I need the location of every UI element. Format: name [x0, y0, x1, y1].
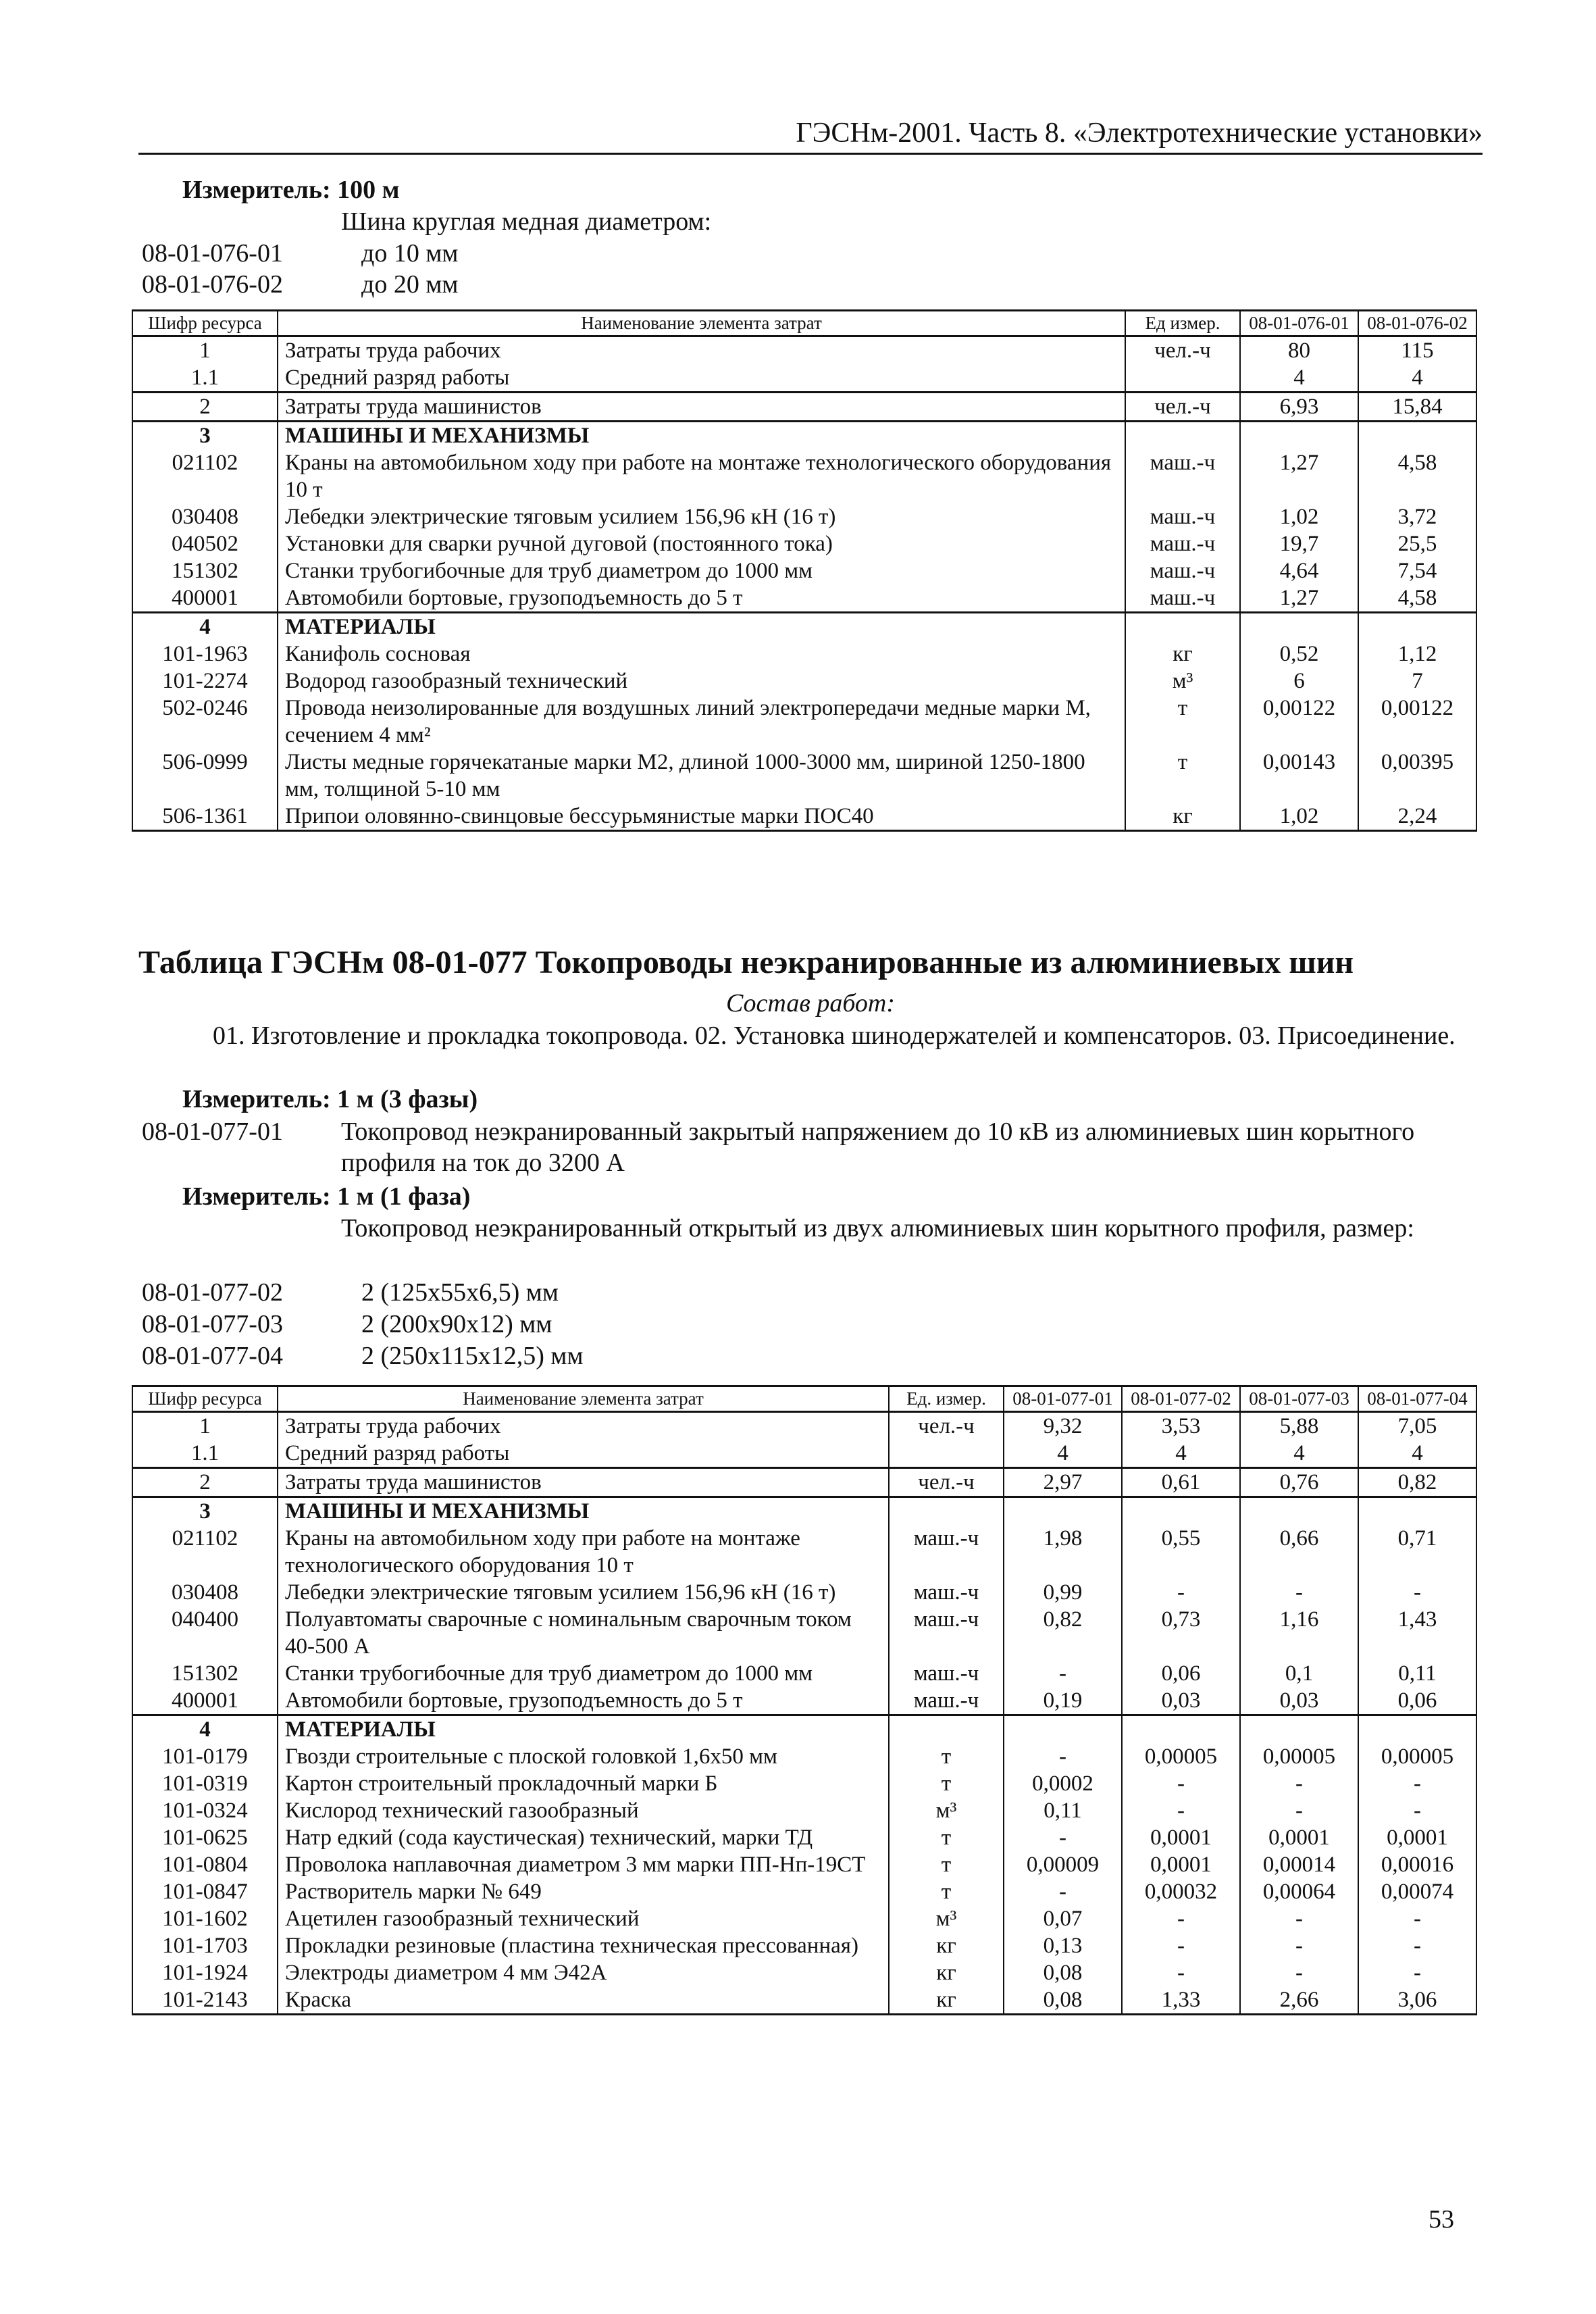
cell-value: 0,00122 [1358, 695, 1476, 749]
table-header-row [132, 311, 1476, 336]
cell-unit: м³ [889, 1905, 1004, 1932]
cell-value: 1,33 [1122, 1986, 1240, 2015]
cell-value [1122, 1715, 1240, 1744]
cell-unit: чел.-ч [889, 1468, 1004, 1497]
cell-unit: т [889, 1743, 1004, 1770]
cell-unit: кг [889, 1959, 1004, 1986]
cell-value: 0,00395 [1358, 749, 1476, 803]
table-row [132, 1770, 1476, 1797]
table-row [132, 1932, 1476, 1959]
cell-name: МАТЕРИАЛЫ [278, 613, 1125, 641]
cell-value [1358, 613, 1476, 641]
cell-value: 80 [1240, 336, 1358, 365]
table-row [132, 1824, 1476, 1851]
cell-value: 4 [1004, 1440, 1122, 1468]
cell-name: Станки трубогибочные для труб диаметром до 1000 мм [278, 1660, 889, 1687]
cell-code: 101-1963 [132, 640, 278, 668]
measure-label: Измеритель: 100 м [182, 176, 400, 204]
cell-code: 3 [132, 422, 278, 450]
cell-name: Проволока наплавочная диаметром 3 мм марки ПП-Нп-19СТ [278, 1851, 889, 1878]
cell-code: 030408 [132, 1579, 278, 1606]
cell-unit: кг [1125, 640, 1240, 668]
cell-unit: маш.-ч [889, 1606, 1004, 1660]
cell-value: 0,00005 [1240, 1743, 1358, 1770]
table-row [132, 557, 1476, 584]
cell-value: 19,7 [1240, 530, 1358, 557]
cell-name: Электроды диаметром 4 мм Э42А [278, 1959, 889, 1986]
cell-unit: маш.-ч [1125, 557, 1240, 584]
cell-value [1358, 422, 1476, 450]
cell-value: 1,98 [1004, 1525, 1122, 1579]
cell-unit: маш.-ч [889, 1660, 1004, 1687]
table-row [132, 1412, 1476, 1440]
group-title: Шина круглая медная диаметром: [341, 207, 712, 236]
cell-value: 0,00143 [1240, 749, 1358, 803]
header-col: 08-01-076-01 [1240, 311, 1358, 336]
cell-value: 5,88 [1240, 1412, 1358, 1440]
cell-code: 400001 [132, 1687, 278, 1715]
cell-value [1240, 613, 1358, 641]
cell-code: 151302 [132, 1660, 278, 1687]
table-row [132, 364, 1476, 393]
cell-value: 0,06 [1358, 1687, 1476, 1715]
table-row [132, 1440, 1476, 1468]
cell-unit [1125, 613, 1240, 641]
cell-code: 101-0179 [132, 1743, 278, 1770]
header-unit: Ед измер. [1125, 311, 1240, 336]
cell-value: - [1122, 1959, 1240, 1986]
cell-name: Автомобили бортовые, грузоподъемность до 5 т [278, 1687, 889, 1715]
cell-value: 4 [1358, 1440, 1476, 1468]
resource-table-077 [132, 1385, 1477, 2015]
cell-name: Станки трубогибочные для труб диаметром до 1000 мм [278, 557, 1125, 584]
cell-unit: кг [889, 1932, 1004, 1959]
item-code: 08-01-077-03 [142, 1310, 283, 1338]
table-row [132, 449, 1476, 503]
cell-name: Листы медные горячекатаные марки М2, длиной 1000-3000 мм, шириной 1250-1800 мм, толщиной 5-10 мм [278, 749, 1125, 803]
cell-name: Краны на автомобильном ходу при работе на монтаже технологического оборудования 10 т [278, 449, 1125, 503]
cell-name: Канифоль сосновая [278, 640, 1125, 668]
cell-unit: кг [889, 1986, 1004, 2015]
cell-value: 0,00074 [1358, 1878, 1476, 1905]
table-row [132, 336, 1476, 365]
group-title: Токопровод неэкранированный открытый из двух алюминиевых шин корытного профиля, размер: [341, 1214, 1414, 1242]
item-code: 08-01-077-01 [142, 1117, 283, 1146]
cell-value: 0,19 [1004, 1687, 1122, 1715]
cell-unit: маш.-ч [889, 1579, 1004, 1606]
cell-value: 0,71 [1358, 1525, 1476, 1579]
cell-value: 1,43 [1358, 1606, 1476, 1660]
cell-value: - [1358, 1905, 1476, 1932]
table-row [132, 1579, 1476, 1606]
cell-value: 9,32 [1004, 1412, 1122, 1440]
cell-value: - [1004, 1660, 1122, 1687]
cell-value: 1,27 [1240, 584, 1358, 613]
cell-name: Картон строительный прокладочный марки Б [278, 1770, 889, 1797]
cell-unit: маш.-ч [889, 1687, 1004, 1715]
cell-value: - [1004, 1878, 1122, 1905]
cell-value: 1,16 [1240, 1606, 1358, 1660]
cell-value: 4 [1358, 364, 1476, 393]
cell-code: 101-2143 [132, 1986, 278, 2015]
cell-value: - [1240, 1959, 1358, 1986]
header-col: 08-01-077-01 [1004, 1386, 1122, 1412]
cell-value: 0,00064 [1240, 1878, 1358, 1905]
table-body [132, 336, 1476, 831]
cell-code: 101-1924 [132, 1959, 278, 1986]
cell-name: Водород газообразный технический [278, 668, 1125, 695]
cell-value: 4 [1240, 1440, 1358, 1468]
item-text: до 10 мм [361, 239, 459, 268]
cell-value: 0,1 [1240, 1660, 1358, 1687]
cell-value: 0,13 [1004, 1932, 1122, 1959]
table-row [132, 1959, 1476, 1986]
table-row [132, 1497, 1476, 1526]
cell-value: 7 [1358, 668, 1476, 695]
table-row [132, 668, 1476, 695]
table-row [132, 640, 1476, 668]
cell-value: 15,84 [1358, 393, 1476, 422]
cell-code: 1.1 [132, 1440, 278, 1468]
table-row [132, 1660, 1476, 1687]
table-row [132, 695, 1476, 749]
cell-name: Автомобили бортовые, грузоподъемность до 5 т [278, 584, 1125, 613]
cell-value: 0,06 [1122, 1660, 1240, 1687]
cell-value: 0,00032 [1122, 1878, 1240, 1905]
cell-value: 4 [1240, 364, 1358, 393]
cell-code: 1.1 [132, 364, 278, 393]
cell-name: Полуавтоматы сварочные с номинальным сварочным током 40-500 А [278, 1606, 889, 1660]
cell-value: 0,00005 [1122, 1743, 1240, 1770]
cell-code: 101-0847 [132, 1878, 278, 1905]
cell-value: - [1122, 1770, 1240, 1797]
cell-code: 3 [132, 1497, 278, 1526]
cell-value: - [1358, 1579, 1476, 1606]
cell-value [1240, 1497, 1358, 1526]
cell-code: 502-0246 [132, 695, 278, 749]
cell-name: Лебедки электрические тяговым усилием 156,96 кН (16 т) [278, 503, 1125, 530]
cell-value: 0,0001 [1240, 1824, 1358, 1851]
cell-value: 0,08 [1004, 1986, 1122, 2015]
cell-code: 101-2274 [132, 668, 278, 695]
cell-value: - [1358, 1797, 1476, 1824]
table-row [132, 393, 1476, 422]
table-row [132, 803, 1476, 831]
running-header: ГЭСНм-2001. Часть 8. «Электротехнические установки» [138, 116, 1483, 155]
cell-unit: т [889, 1770, 1004, 1797]
cell-unit: чел.-ч [1125, 393, 1240, 422]
cell-name: Средний разряд работы [278, 1440, 889, 1468]
cell-value: 4 [1122, 1440, 1240, 1468]
cell-unit: маш.-ч [889, 1525, 1004, 1579]
cell-value: 3,72 [1358, 503, 1476, 530]
item-text: 2 (250х115х12,5) мм [361, 1342, 584, 1370]
cell-value [1240, 1715, 1358, 1744]
table-row [132, 1525, 1476, 1579]
measure-label: Измеритель: 1 м (3 фазы) [182, 1085, 478, 1113]
cell-value: 4,58 [1358, 449, 1476, 503]
cell-value: - [1240, 1905, 1358, 1932]
cell-value: 0,07 [1004, 1905, 1122, 1932]
cell-unit: маш.-ч [1125, 530, 1240, 557]
cell-code: 2 [132, 393, 278, 422]
cell-unit: маш.-ч [1125, 503, 1240, 530]
cell-value: 0,00016 [1358, 1851, 1476, 1878]
cell-value: - [1358, 1959, 1476, 1986]
cell-value: - [1122, 1932, 1240, 1959]
item-code: 08-01-077-04 [142, 1342, 283, 1370]
cell-code: 151302 [132, 557, 278, 584]
cell-value: 0,00122 [1240, 695, 1358, 749]
cell-value: - [1122, 1797, 1240, 1824]
cell-name: Кислород технический газообразный [278, 1797, 889, 1824]
header-col: 08-01-077-04 [1358, 1386, 1476, 1412]
cell-code: 101-0324 [132, 1797, 278, 1824]
cell-value: - [1122, 1905, 1240, 1932]
cell-code: 506-0999 [132, 749, 278, 803]
cell-value: 2,24 [1358, 803, 1476, 831]
cell-code: 101-1602 [132, 1905, 278, 1932]
cell-name: МАТЕРИАЛЫ [278, 1715, 889, 1744]
cell-name: Затраты труда рабочих [278, 336, 1125, 365]
resource-table-076 [132, 309, 1477, 832]
cell-unit [889, 1440, 1004, 1468]
cell-name: Прокладки резиновые (пластина техническая прессованная) [278, 1932, 889, 1959]
cell-code: 1 [132, 336, 278, 365]
cell-code: 4 [132, 1715, 278, 1744]
cell-value: 6,93 [1240, 393, 1358, 422]
header-name: Наименование элемента затрат [278, 311, 1125, 336]
cell-value: 6 [1240, 668, 1358, 695]
item-text: 2 (125х55х6,5) мм [361, 1278, 559, 1307]
header-col: 08-01-077-03 [1240, 1386, 1358, 1412]
cell-value: 0,55 [1122, 1525, 1240, 1579]
header-name: Наименование элемента затрат [278, 1386, 889, 1412]
cell-value: 0,52 [1240, 640, 1358, 668]
table-row [132, 1743, 1476, 1770]
cell-value: - [1240, 1932, 1358, 1959]
table-row [132, 503, 1476, 530]
cell-unit: маш.-ч [1125, 449, 1240, 503]
table-row [132, 530, 1476, 557]
cell-unit [889, 1497, 1004, 1526]
cell-name: Гвозди строительные с плоской головкой 1,6х50 мм [278, 1743, 889, 1770]
cell-value: 0,99 [1004, 1579, 1122, 1606]
cell-value: - [1122, 1579, 1240, 1606]
header-code: Шифр ресурса [132, 311, 278, 336]
cell-value: 1,27 [1240, 449, 1358, 503]
cell-value: 7,05 [1358, 1412, 1476, 1440]
item-code: 08-01-076-01 [142, 239, 283, 268]
cell-code: 040400 [132, 1606, 278, 1660]
cell-code: 506-1361 [132, 803, 278, 831]
cell-value: 0,11 [1004, 1797, 1122, 1824]
table-row [132, 1687, 1476, 1715]
cell-code: 2 [132, 1468, 278, 1497]
cell-value: 0,11 [1358, 1660, 1476, 1687]
item-code: 08-01-077-02 [142, 1278, 283, 1307]
table-row [132, 749, 1476, 803]
table-row [132, 613, 1476, 641]
measure-label: Измеритель: 1 м (1 фаза) [182, 1182, 471, 1211]
table-row [132, 1606, 1476, 1660]
cell-unit: т [1125, 749, 1240, 803]
page-number: 53 [1428, 2205, 1454, 2234]
cell-value: 0,82 [1004, 1606, 1122, 1660]
cell-value: 0,61 [1122, 1468, 1240, 1497]
cell-value: 2,97 [1004, 1468, 1122, 1497]
cell-value: 0,82 [1358, 1468, 1476, 1497]
cell-name: Краска [278, 1986, 889, 2015]
cell-unit: м³ [889, 1797, 1004, 1824]
cell-code: 021102 [132, 449, 278, 503]
cell-value: 0,03 [1122, 1687, 1240, 1715]
cell-code: 040502 [132, 530, 278, 557]
cell-name: Затраты труда машинистов [278, 393, 1125, 422]
cell-name: Ацетилен газообразный технический [278, 1905, 889, 1932]
cell-value: - [1358, 1932, 1476, 1959]
cell-value [1240, 422, 1358, 450]
cell-value: - [1358, 1770, 1476, 1797]
cell-value: - [1004, 1743, 1122, 1770]
cell-name: Натр едкий (сода каустическая) технический, марки ТД [278, 1824, 889, 1851]
cell-value: 2,66 [1240, 1986, 1358, 2015]
cell-name: Растворитель марки № 649 [278, 1878, 889, 1905]
table-row [132, 1851, 1476, 1878]
cell-value [1358, 1497, 1476, 1526]
table-title: Таблица ГЭСНм 08-01-077 Токопроводы неэкранированные из алюминиевых шин [138, 945, 1354, 980]
cell-value: 1,02 [1240, 803, 1358, 831]
table-row [132, 1715, 1476, 1744]
cell-value: 1,02 [1240, 503, 1358, 530]
work-composition-title: Состав работ: [725, 989, 896, 1017]
table-row [132, 584, 1476, 613]
cell-value: 3,06 [1358, 1986, 1476, 2015]
header-col: 08-01-077-02 [1122, 1386, 1240, 1412]
table-body [132, 1412, 1476, 2015]
cell-code: 101-0319 [132, 1770, 278, 1797]
cell-name: Установки для сварки ручной дуговой (постоянного тока) [278, 530, 1125, 557]
cell-name: Затраты труда машинистов [278, 1468, 889, 1497]
table-row [132, 1797, 1476, 1824]
cell-code: 021102 [132, 1525, 278, 1579]
cell-unit: т [889, 1878, 1004, 1905]
cell-value: 0,0002 [1004, 1770, 1122, 1797]
cell-unit: м³ [1125, 668, 1240, 695]
cell-value: 0,76 [1240, 1468, 1358, 1497]
cell-value: 7,54 [1358, 557, 1476, 584]
cell-unit: т [889, 1824, 1004, 1851]
cell-code: 1 [132, 1412, 278, 1440]
cell-code: 101-1703 [132, 1932, 278, 1959]
cell-value: - [1240, 1797, 1358, 1824]
cell-unit [1125, 364, 1240, 393]
table-row [132, 1878, 1476, 1905]
cell-value: 1,12 [1358, 640, 1476, 668]
cell-value: 115 [1358, 336, 1476, 365]
cell-value: 0,00005 [1358, 1743, 1476, 1770]
header-code: Шифр ресурса [132, 1386, 278, 1412]
cell-value: 25,5 [1358, 530, 1476, 557]
cell-code: 4 [132, 613, 278, 641]
cell-unit [889, 1715, 1004, 1744]
cell-name: Провода неизолированные для воздушных линий электропередачи медные марки М, сечением 4 мм² [278, 695, 1125, 749]
header-col: 08-01-076-02 [1358, 311, 1476, 336]
cell-value [1004, 1497, 1122, 1526]
cell-code: 030408 [132, 503, 278, 530]
cell-name: Затраты труда рабочих [278, 1412, 889, 1440]
table-header-row [132, 1386, 1476, 1412]
cell-value: 0,00014 [1240, 1851, 1358, 1878]
table-row [132, 1986, 1476, 2015]
cell-unit: чел.-ч [1125, 336, 1240, 365]
cell-value: 0,0001 [1122, 1851, 1240, 1878]
cell-name: Припои оловянно-свинцовые бессурьмянистые марки ПОС40 [278, 803, 1125, 831]
cell-code: 101-0625 [132, 1824, 278, 1851]
cell-value: 0,08 [1004, 1959, 1122, 1986]
item-text: до 20 мм [361, 270, 459, 299]
cell-unit: маш.-ч [1125, 584, 1240, 613]
work-composition-text: 01. Изготовление и прокладка токопровода. 02. Установка шинодержателей и компенсаторов. 03. Присоединение. [213, 1022, 1456, 1050]
cell-value: 0,00009 [1004, 1851, 1122, 1878]
cell-name: Средний разряд работы [278, 364, 1125, 393]
cell-value: 3,53 [1122, 1412, 1240, 1440]
cell-value: - [1240, 1770, 1358, 1797]
cell-unit [1125, 422, 1240, 450]
cell-value: 0,0001 [1358, 1824, 1476, 1851]
table-row [132, 422, 1476, 450]
cell-value: 4,64 [1240, 557, 1358, 584]
table-row [132, 1905, 1476, 1932]
item-text: 2 (200х90х12) мм [361, 1310, 552, 1338]
header-unit: Ед. измер. [889, 1386, 1004, 1412]
cell-code: 101-0804 [132, 1851, 278, 1878]
item-code: 08-01-076-02 [142, 270, 283, 299]
cell-value: 0,03 [1240, 1687, 1358, 1715]
cell-name: Лебедки электрические тяговым усилием 156,96 кН (16 т) [278, 1579, 889, 1606]
cell-value: 4,58 [1358, 584, 1476, 613]
cell-unit: чел.-ч [889, 1412, 1004, 1440]
table-row [132, 1468, 1476, 1497]
cell-code: 400001 [132, 584, 278, 613]
cell-value: 0,73 [1122, 1606, 1240, 1660]
cell-value: - [1240, 1579, 1358, 1606]
cell-value: - [1004, 1824, 1122, 1851]
cell-unit: т [1125, 695, 1240, 749]
cell-value [1358, 1715, 1476, 1744]
cell-unit: т [889, 1851, 1004, 1878]
cell-value [1004, 1715, 1122, 1744]
cell-name: Краны на автомобильном ходу при работе на монтаже технологического оборудования 10 т [278, 1525, 889, 1579]
cell-value: 0,66 [1240, 1525, 1358, 1579]
item-text: Токопровод неэкранированный закрытый напряжением до 10 кВ из алюминиевых шин корытного профиля на ток до 3200 А [341, 1117, 1415, 1177]
cell-name: МАШИНЫ И МЕХАНИЗМЫ [278, 422, 1125, 450]
cell-value [1122, 1497, 1240, 1526]
cell-unit: кг [1125, 803, 1240, 831]
cell-value: 0,0001 [1122, 1824, 1240, 1851]
cell-name: МАШИНЫ И МЕХАНИЗМЫ [278, 1497, 889, 1526]
